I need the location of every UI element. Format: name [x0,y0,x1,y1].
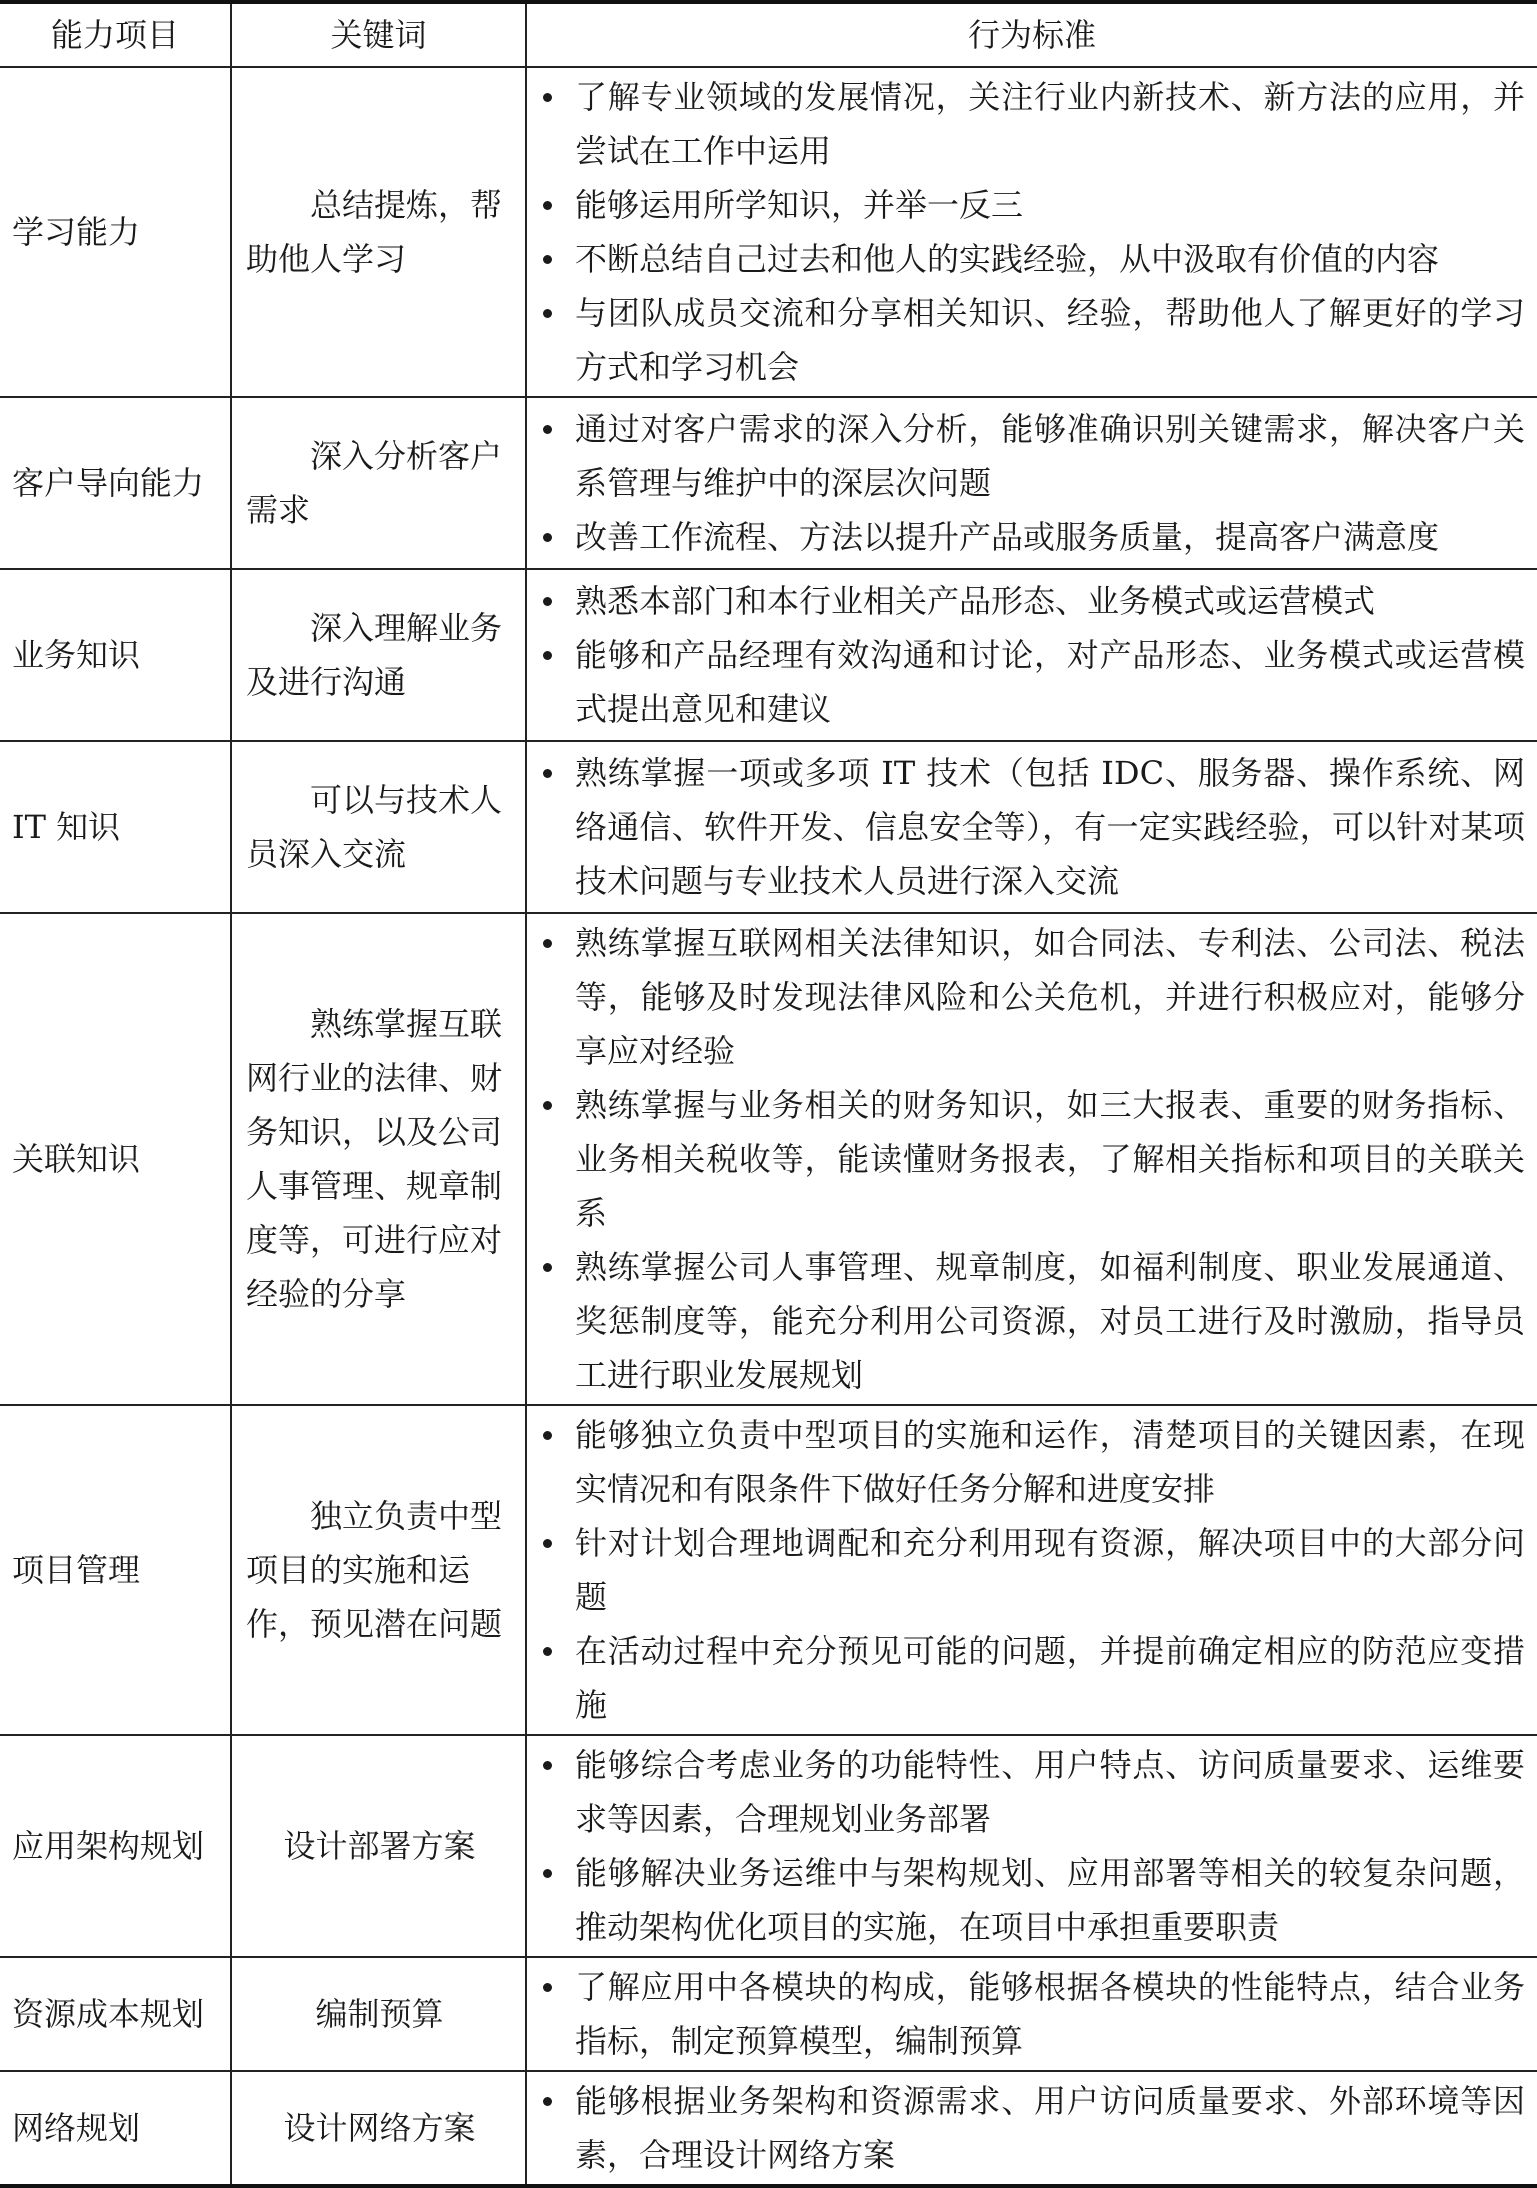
keyword-cell: 深入分析客户需求 [231,397,526,569]
standard-item [537,1408,1525,1516]
capability-cell: IT 知识 [0,741,231,913]
standard-item [537,2074,1525,2182]
capability-cell: 客户导向能力 [0,397,231,569]
table-row [0,67,1537,397]
standard-text: 通过对客户需求的深入分析，能够准确识别关键需求，解决客户关系管理与维护中的深层次问题 [575,410,1525,502]
standard-item [537,1240,1525,1402]
standard-list [537,574,1525,736]
table-row [0,1735,1537,1957]
standard-text: 能够运用所学知识，并举一反三 [575,186,1024,224]
standard-list [537,746,1525,908]
standard-text: 在活动过程中充分预见可能的问题，并提前确定相应的防范应变措施 [575,1632,1525,1724]
standard-item [537,916,1525,1078]
standard-item [537,628,1525,736]
standard-cell [526,741,1537,913]
bullet-icon [543,309,552,318]
standard-list [537,916,1525,1402]
capability-cell: 学习能力 [0,67,231,397]
standard-cell [526,1405,1537,1735]
header-capability: 能力项目 [0,2,231,67]
keyword-cell: 编制预算 [231,1957,526,2071]
table-row [0,913,1537,1405]
standard-text: 熟练掌握一项或多项 IT 技术（包括 IDC、服务器、操作系统、网络通信、软件开发、信息安全等），有一定实践经验，可以针对某项技术问题与专业技术人员进行深入交流 [575,754,1525,900]
table-row [0,397,1537,569]
standard-list [537,2074,1525,2182]
keyword-cell: 可以与技术人员深入交流 [231,741,526,913]
capability-cell: 关联知识 [0,913,231,1405]
standard-cell [526,67,1537,397]
capability-cell: 应用架构规划 [0,1735,231,1957]
standard-item [537,574,1525,628]
standard-list [537,70,1525,394]
header-standard: 行为标准 [526,2,1537,67]
bullet-icon [543,597,552,606]
bullet-icon [543,1539,552,1548]
keyword-cell: 独立负责中型项目的实施和运作，预见潜在问题 [231,1405,526,1735]
capability-cell: 网络规划 [0,2071,231,2186]
bullet-icon [543,93,552,102]
bullet-icon [543,1869,552,1878]
capability-cell: 项目管理 [0,1405,231,1735]
standard-cell [526,397,1537,569]
standard-text: 针对计划合理地调配和充分利用现有资源，解决项目中的大部分问题 [575,1524,1525,1616]
standard-item [537,1846,1525,1954]
capability-cell: 业务知识 [0,569,231,741]
bullet-icon [543,1431,552,1440]
header-keyword: 关键词 [231,2,526,67]
standard-item [537,232,1525,286]
bullet-icon [543,533,552,542]
standard-list [537,402,1525,564]
standard-text: 能够独立负责中型项目的实施和运作，清楚项目的关键因素，在现实情况和有限条件下做好任务分解和进度安排 [575,1416,1525,1508]
standard-text: 了解专业领域的发展情况，关注行业内新技术、新方法的应用，并尝试在工作中运用 [575,78,1525,170]
table-row [0,569,1537,741]
bullet-icon [543,425,552,434]
standard-item [537,286,1525,394]
standard-cell [526,1735,1537,1957]
standard-text: 不断总结自己过去和他人的实践经验，从中汲取有价值的内容 [575,240,1440,278]
standard-item [537,1960,1525,2068]
keyword-cell: 设计部署方案 [231,1735,526,1957]
bullet-icon [543,201,552,210]
table-row [0,1405,1537,1735]
bullet-icon [543,1761,552,1770]
bullet-icon [543,2097,552,2106]
standard-item [537,1516,1525,1624]
table-row [0,741,1537,913]
standard-text: 能够和产品经理有效沟通和讨论，对产品形态、业务模式或运营模式提出意见和建议 [575,636,1525,728]
bullet-icon [543,1983,552,1992]
standard-text: 与团队成员交流和分享相关知识、经验，帮助他人了解更好的学习方式和学习机会 [575,294,1525,386]
table-body [0,67,1537,2186]
capability-cell: 资源成本规划 [0,1957,231,2071]
standard-item [537,1624,1525,1732]
standard-item [537,510,1525,564]
standard-text: 能够根据业务架构和资源需求、用户访问质量要求、外部环境等因素，合理设计网络方案 [575,2082,1525,2174]
standard-text: 熟练掌握与业务相关的财务知识，如三大报表、重要的财务指标、业务相关税收等，能读懂财务报表，了解相关指标和项目的关联关系 [575,1086,1525,1232]
bullet-icon [543,769,552,778]
standard-text: 熟练掌握互联网相关法律知识，如合同法、专利法、公司法、税法等，能够及时发现法律风险和公关危机，并进行积极应对，能够分享应对经验 [575,924,1525,1070]
standard-list [537,1960,1525,2068]
bullet-icon [543,1263,552,1272]
standard-text: 能够综合考虑业务的功能特性、用户特点、访问质量要求、运维要求等因素，合理规划业务部署 [575,1746,1525,1838]
standard-list [537,1738,1525,1954]
standard-text: 熟练掌握公司人事管理、规章制度，如福利制度、职业发展通道、奖惩制度等，能充分利用公司资源，对员工进行及时激励，指导员工进行职业发展规划 [575,1248,1525,1394]
standard-cell [526,2071,1537,2186]
standard-text: 了解应用中各模块的构成，能够根据各模块的性能特点，结合业务指标，制定预算模型，编制预算 [575,1968,1525,2060]
bullet-icon [543,255,552,264]
keyword-cell: 设计网络方案 [231,2071,526,2186]
standard-item [537,1078,1525,1240]
standard-cell [526,569,1537,741]
keyword-cell: 总结提炼，帮助他人学习 [231,67,526,397]
bullet-icon [543,1101,552,1110]
bullet-icon [543,651,552,660]
standard-text: 熟悉本部门和本行业相关产品形态、业务模式或运营模式 [575,582,1376,620]
table-header-row [0,2,1537,67]
standard-item [537,746,1525,908]
table-row [0,1957,1537,2071]
standard-list [537,1408,1525,1732]
bullet-icon [543,1647,552,1656]
standard-item [537,178,1525,232]
standard-text: 改善工作流程、方法以提升产品或服务质量，提高客户满意度 [575,518,1440,556]
standard-text: 能够解决业务运维中与架构规划、应用部署等相关的较复杂问题，推动架构优化项目的实施，在项目中承担重要职责 [575,1854,1525,1946]
bullet-icon [543,939,552,948]
table-row [0,2071,1537,2186]
standard-item [537,402,1525,510]
keyword-cell: 熟练掌握互联网行业的法律、财务知识，以及公司人事管理、规章制度等，可进行应对经验的分享 [231,913,526,1405]
standard-cell [526,1957,1537,2071]
standard-item [537,70,1525,178]
standard-cell [526,913,1537,1405]
standard-item [537,1738,1525,1846]
keyword-cell: 深入理解业务及进行沟通 [231,569,526,741]
